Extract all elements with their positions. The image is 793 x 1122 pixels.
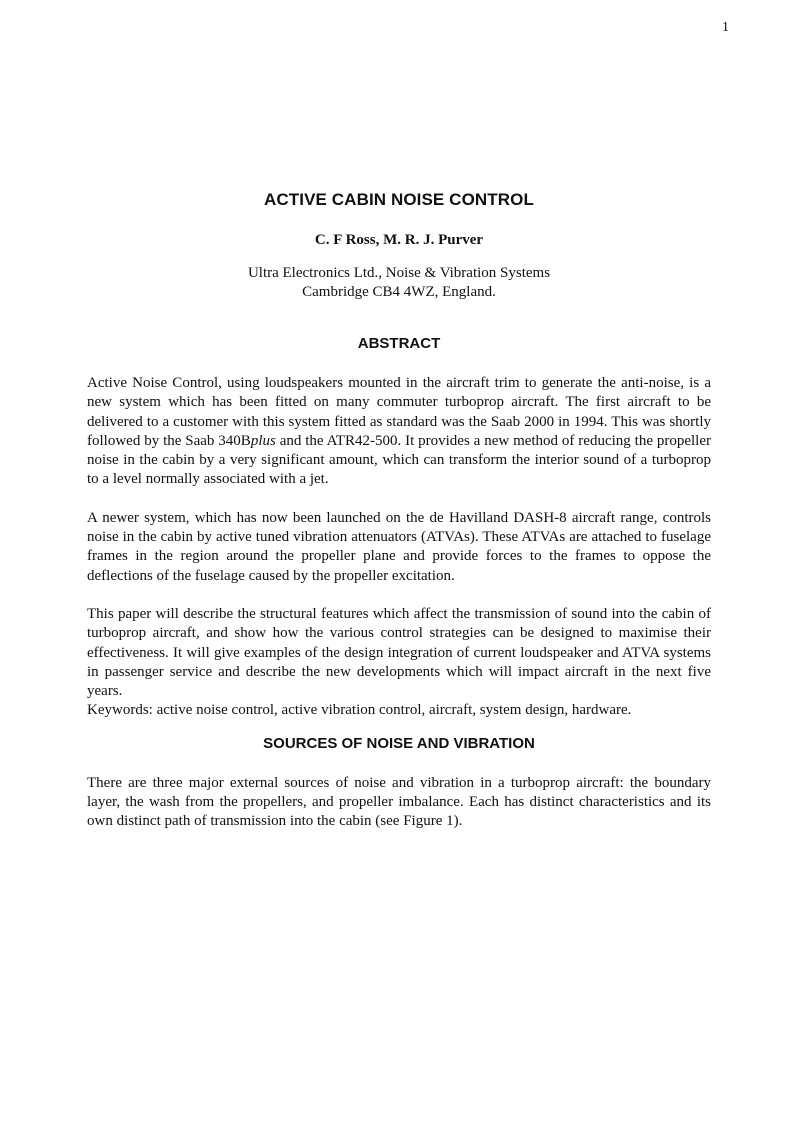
author-list: C. F Ross, M. R. J. Purver <box>314 232 484 248</box>
abstract-p1-text-start: Active Noise Control, using loudspeakers mounted in the aircraft trim to generate the anti-noise, is a new system which has been fitted on many commuter turboprop aircraft. The first aircraft to be delivered to a customer with this system fitted as standard was the Saab 2000 in 1994. This was shortly followed by the Saab 340B <box>87 375 711 449</box>
abstract-paragraph-1 <box>87 374 711 490</box>
sources-heading: SOURCES OF NOISE AND VIBRATION <box>263 734 535 752</box>
paper-body <box>87 190 711 832</box>
abstract-paragraph-3: This paper will describe the structural features which affect the transmission of sound into the cabin of turboprop aircraft, and show how the various control strategies can be designed to maximise their effectiveness. It will give examples of the design integration of current loudspeaker and ATVA systems in passenger service and describe the new developments which will impact aircraft in the next five years. <box>87 605 711 700</box>
page-number: 1 <box>722 20 729 35</box>
sources-paragraph-1: There are three major external sources of noise and vibration in a turboprop aircraft: the boundary layer, the wash from the propellers, and propeller imbalance. Each has distinct characteristics and its own distinct path of transmission into the cabin (see Figure 1). <box>87 774 711 830</box>
abstract-heading: ABSTRACT <box>357 335 441 352</box>
affiliation-line-2: Cambridge CB4 4WZ, England. <box>302 284 496 300</box>
affiliation <box>87 264 711 302</box>
abstract-paragraph-2: A newer system, which has now been launched on the de Havilland DASH-8 aircraft range, controls noise in the cabin by active tuned vibration attenuators (ATVAs). These ATVAs are attached to fuselage frames in the region around the propeller plane and provide forces to the frames to oppose the deflections of the fuselage caused by the propeller excitation. <box>87 509 711 584</box>
paper-title: ACTIVE CABIN NOISE CONTROL <box>264 190 534 209</box>
abstract-p1-text-end: and the ATR42-500. It provides a new method of reducing the propeller noise in the cabin by a very significant amount, which can transform the interior sound of a turboprop to a level normally associated with a jet. <box>87 432 712 488</box>
keywords: Keywords: active noise control, active vibration control, aircraft, system design, hardware. <box>87 702 632 719</box>
affiliation-line-1: Ultra Electronics Ltd., Noise & Vibration Systems <box>247 265 551 281</box>
abstract-p1-italic: plus <box>250 432 276 449</box>
